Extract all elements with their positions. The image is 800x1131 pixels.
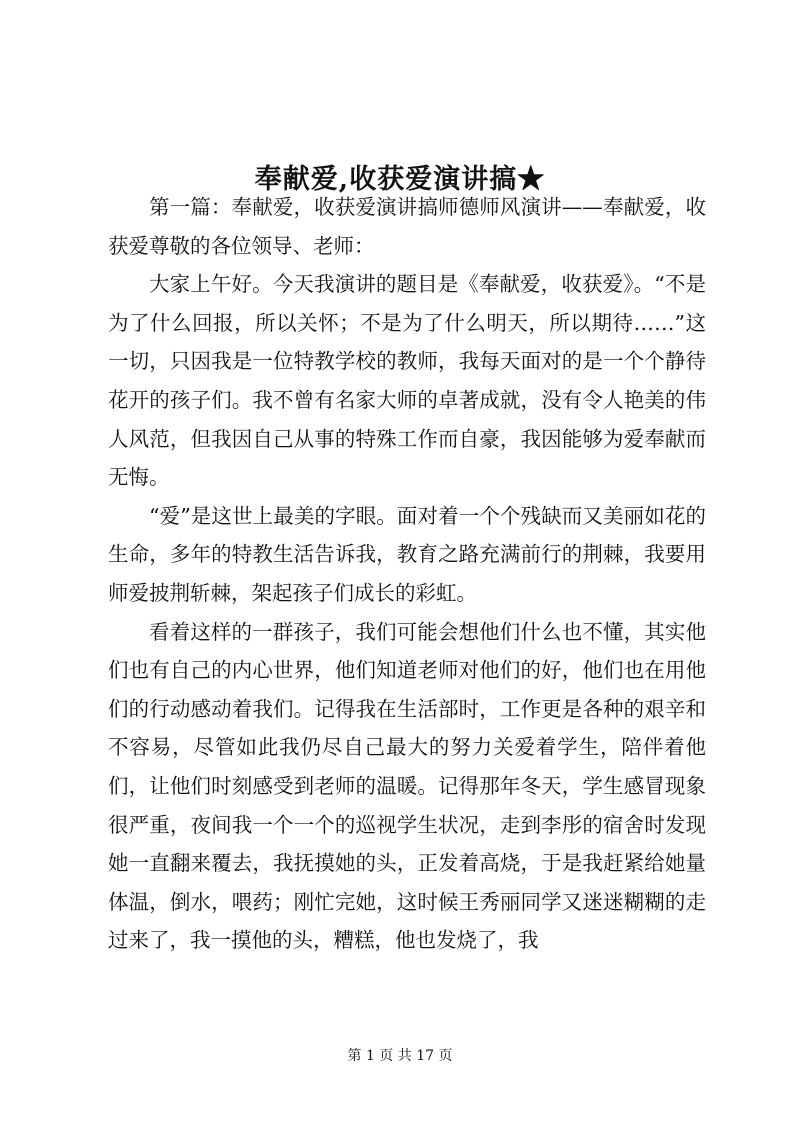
- paragraph-4: 看着这样的一群孩子，我们可能会想他们什么也不懂，其实他们也有自己的内心世界，他们知道老师对他们的好，他们也在用他们的行动感动着我们。记得我在生活部时，工作更是各种的艰辛和不容易，尽管如此我仍尽自己最大的努力关爱着学生，陪伴着他们，让他们时刻感受到老师的温暖。记得那年冬天，学生感冒现象很严重，夜间我一个一个的巡视学生状况，走到李彤的宿舍时发现她一直翻来覆去，我抚摸她的头，正发着高烧，于是我赶紧给她量体温，倒水，喂药；刚忙完她，这时候王秀丽同学又迷迷糊糊的走过来了，我一摸他的头，糟糕，他也发烧了，我: [108, 619, 706, 953]
- paragraph-1: 第一篇：奉献爱，收获爱演讲搞师德师风演讲——奉献爱，收获爱尊敬的各位领导、老师：: [108, 195, 706, 258]
- document-title: 奉献爱,收获爱演讲搞★: [254, 164, 546, 196]
- paragraph-2: 大家上午好。今天我演讲的题目是《奉献爱，收获爱》。“不是为了什么回报，所以关怀；不是为了什么明天，所以期待……”这一切，只因我是一位特教学校的教师，我每天面对的是一个个静待花开的孩子们。我不曾有名家大师的卓著成就，没有令人艳美的伟人风范，但我因自己从事的特殊工作而自豪，我因能够为爱奉献而无悔。: [108, 272, 706, 490]
- paragraph-3: “爱”是这世上最美的字眼。面对着一个个残缺而又美丽如花的生命，多年的特教生活告诉我，教育之路充满前行的荆棘，我要用师爱披荆斩棘，架起孩子们成长的彩虹。: [108, 503, 706, 605]
- page-number-footer: 第 1 页 共 17 页: [347, 1048, 453, 1064]
- document-body: [108, 188, 706, 960]
